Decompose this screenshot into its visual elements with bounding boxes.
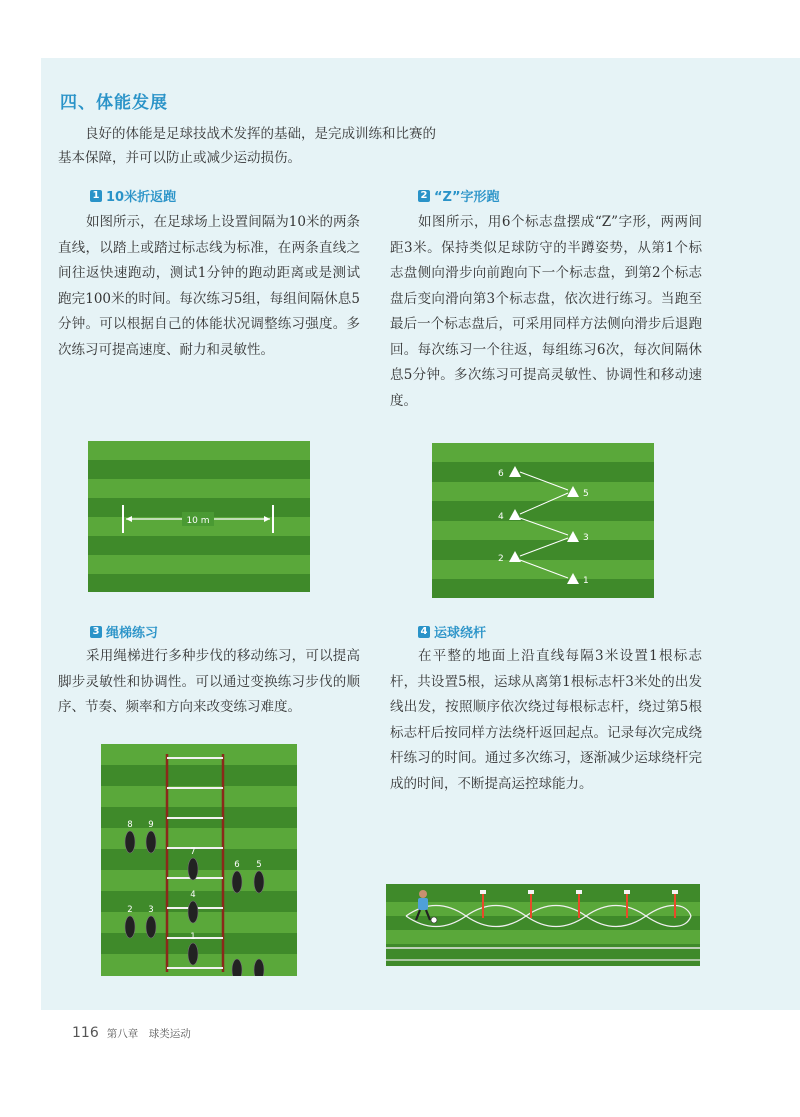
- cone-label-5: 5: [583, 489, 589, 499]
- rope-ladder-figure: [101, 744, 297, 976]
- player-label-6: 6: [234, 860, 240, 870]
- cone-label-1: 1: [583, 576, 589, 586]
- zigzag-field: [432, 443, 654, 598]
- zigzag-figure: [432, 443, 654, 598]
- section-1-heading: [90, 186, 176, 205]
- cone-label-2: 2: [498, 554, 504, 564]
- section-4-title: 运球绕杆: [434, 626, 487, 641]
- section-4-number: 4: [418, 626, 430, 638]
- section-4-heading: [418, 622, 486, 641]
- distance-label: 10 m: [186, 516, 210, 526]
- intro-paragraph: [58, 122, 528, 170]
- intro-line-1: 良好的体能是足球技战术发挥的基础，是完成训练和比赛的: [85, 126, 436, 142]
- player-label-8: 8: [127, 820, 133, 830]
- cone-label-3: 3: [583, 533, 589, 543]
- chapter-label: 第八章 球类运动: [106, 1028, 191, 1040]
- section-3-heading: [90, 622, 158, 641]
- page-footer: [72, 1025, 191, 1041]
- section-4-text: 在平整的地面上沿直线每隔3米设置1根标志杆，共设置5根，运球从离第1根标志杆3米处的出发线出发，按照顺序依次绕过每根标志杆，绕过第5根标志杆后按同样方法绕杆返回起点。记录每次完成绕杆练习的时间。通过多次练习，逐渐减少运球绕杆完成的时间，不断提高运控球能力。: [390, 648, 702, 792]
- section-2-number: 2: [418, 190, 430, 202]
- cone-label-4: 4: [498, 512, 504, 522]
- section-2-text: 如图所示，用6个标志盘摆成“Z”字形，两两间距3米。保持类似足球防守的半蹲姿势，从第1个标志盘侧向滑步向前跑向下一个标志盘，到第2个标志盘后变向滑向第3个标志盘，依次进行练习。当跑至最后一个标志盘后，可采用同样方法侧向滑步后退跑回。每次练习一个往返，每组练习6次，每次间隔休息5分钟。多次练习可提高灵敏性、协调性和移动速度。: [390, 214, 702, 409]
- rope-ladder-field: [101, 744, 297, 976]
- player-label-2: 2: [127, 905, 133, 915]
- page-number: 116: [72, 1025, 99, 1041]
- player-label-5: 5: [256, 860, 262, 870]
- section-3-title: 绳梯练习: [106, 626, 159, 641]
- player-label-4: 4: [190, 890, 196, 900]
- section-2-title: “Z”字形跑: [434, 190, 500, 205]
- page-title: 四、体能发展: [60, 93, 168, 113]
- section-3-text: 采用绳梯进行多种步伐的移动练习，可以提高脚步灵敏性和协调性。可以通过变换练习步伐的顺序、节奏、频率和方向来改变练习难度。: [58, 648, 360, 715]
- dribble-poles-figure: [386, 884, 700, 966]
- player-label-9: 9: [148, 820, 154, 830]
- dribble-poles-field: [386, 884, 700, 966]
- player-label-1: 1: [190, 932, 196, 942]
- section-3-number: 3: [90, 626, 102, 638]
- section-1-title: 10米折返跑: [106, 190, 177, 205]
- cone-label-6: 6: [498, 469, 504, 479]
- player-label-7: 7: [190, 847, 196, 857]
- section-1-text: 如图所示，在足球场上设置间隔为10米的两条直线，以踏上或踏过标志线为标准，在两条直线之间往返快速跑动，测试1分钟的跑动距离或是测试跑完100米的时间。每次练习5组，每组间隔休息5分钟。可以根据自己的体能状况调整练习强度。多次练习可提高速度、耐力和灵敏性。: [58, 214, 360, 358]
- intro-line-2: 基本保障，并可以防止或减少运动损伤。: [58, 150, 301, 166]
- section-2-heading: [418, 186, 500, 205]
- section-1-number: 1: [90, 190, 102, 202]
- player-label-3: 3: [148, 905, 154, 915]
- shuttle-run-field: [88, 441, 310, 592]
- shuttle-run-figure: [88, 441, 310, 592]
